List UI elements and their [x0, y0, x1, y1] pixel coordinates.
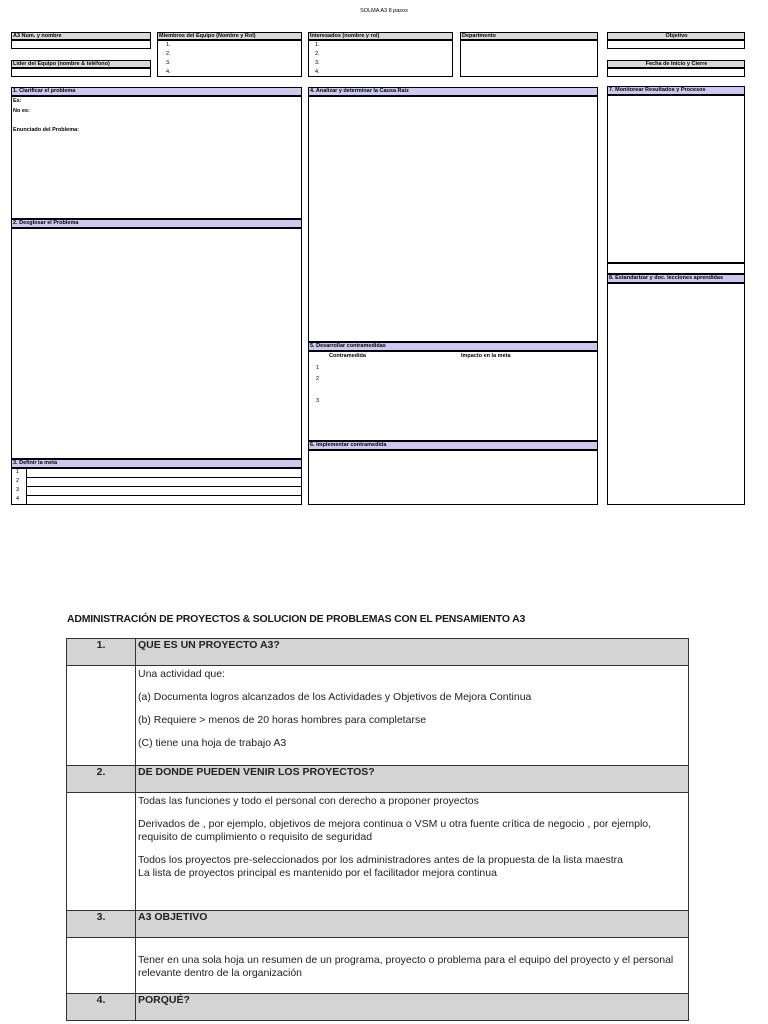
section8-header: 8. Estandarizar y doc. lecciones aprendidas [607, 274, 745, 283]
item-3-empty-cell [67, 938, 136, 994]
fecha-field[interactable] [607, 68, 745, 77]
item-2-line-4: La lista de proyectos principal es mantenido por el facilitador mejora continua [138, 867, 497, 879]
es-label: Es: [13, 98, 22, 104]
item-2-line-1: Todas las funciones y todo el personal con derecho a proponer proyectos [138, 795, 479, 807]
doc-table [66, 638, 689, 1021]
fecha-label: Fecha de Inicio y Cierre [607, 60, 745, 68]
item-2-line-3: Todos los proyectos pre-seleccionados por los administradores antes de la propuesta de la lista maestra [138, 854, 624, 866]
meta-row-1[interactable] [26, 469, 302, 478]
contramedida-col-label: Contramedida [329, 353, 366, 359]
meta-row-3[interactable] [26, 487, 302, 496]
meta-num-1: 1 [16, 469, 20, 475]
a3-num-label: A3 Num. y nombre [11, 32, 151, 40]
item-2-num: 2. [67, 766, 136, 793]
item-4-header-row [67, 994, 689, 1021]
section4-box[interactable] [308, 96, 598, 342]
miembro-num-2: 2. [166, 51, 171, 57]
item-4-heading: PORQUÉ? [136, 994, 689, 1021]
miembros-field[interactable] [157, 40, 302, 77]
a3-num-field[interactable] [11, 40, 151, 49]
section1-header: 1. Clarificar el problema [11, 87, 302, 96]
item-2-body [136, 793, 689, 911]
departamento-field[interactable] [460, 40, 598, 77]
interesados-field[interactable] [308, 40, 453, 77]
impacto-col-label: Impacto en la meta [461, 353, 511, 359]
form-title: SOLMA A3 8 pasos [360, 8, 408, 14]
section7-footer-row [607, 263, 745, 274]
meta-num-2: 2 [16, 478, 20, 484]
section5-box[interactable] [308, 351, 598, 441]
interesado-num-2: 2. [315, 51, 320, 57]
section5-header: 5. Desarrollar contramedidas [308, 342, 598, 351]
interesado-num-3: 3. [315, 60, 320, 66]
item-3-body-row [67, 938, 689, 994]
item-1-heading: QUE ES UN PROYECTO A3? [136, 639, 689, 666]
interesado-num-4: 4. [315, 69, 320, 75]
item-1-body-row [67, 666, 689, 766]
item-1-header-row [67, 639, 689, 666]
miembros-label: Miembros del Equipo (Nombre y Rol) [157, 32, 302, 40]
item-3-num: 3. [67, 911, 136, 938]
section6-header: 6. Implementar contramedida [308, 441, 598, 450]
section4-header: 4. Analizar y determinar la Causa Raíz [308, 87, 598, 96]
section2-header: 2. Desglosar el Problema [11, 219, 302, 228]
contramedida-num-2: 2 [316, 376, 320, 382]
item-2-empty-cell [67, 793, 136, 911]
item-4-num: 4. [67, 994, 136, 1021]
item-2-header-row [67, 766, 689, 793]
miembro-num-4: 4. [166, 69, 171, 75]
item-3-line-1: Tener en una sola hoja un resumen de un programa, proyecto o problema para el equipo del proyecto y el personal relevante dentro de la organización [138, 954, 674, 979]
meta-row-2[interactable] [26, 478, 302, 487]
miembro-num-1: 1. [166, 42, 171, 48]
item-1-num: 1. [67, 639, 136, 666]
meta-num-4: 4 [16, 496, 20, 502]
item-3-body [136, 938, 689, 994]
no-es-label: No es: [13, 108, 30, 114]
section8-box[interactable] [607, 283, 745, 505]
objetivo-field[interactable] [607, 40, 745, 49]
item-1-line-3: (b) Requiere > menos de 20 horas hombres para completarse [138, 714, 427, 726]
item-1-line-2: (a) Documenta logros alcanzados de los Actividades y Objetivos de Mejora Continua [138, 691, 532, 703]
item-3-heading: A3 OBJETIVO [136, 911, 689, 938]
section1-box[interactable] [11, 96, 302, 219]
item-2-body-row [67, 793, 689, 911]
section7-header: 7. Monitorear Resultados y Procesos [607, 86, 745, 95]
lider-label: Líder del Equipo (nombre & teléfono) [11, 60, 151, 68]
miembro-num-3: 3. [166, 60, 171, 66]
item-1-empty-cell [67, 666, 136, 766]
section7-box[interactable] [607, 95, 745, 263]
interesados-label: Interesados (nombre y rol) [308, 32, 453, 40]
section3-header: 3. Definir la meta [11, 459, 302, 468]
item-1-line-4: (C) tiene una hoja de trabajo A3 [138, 737, 287, 749]
section3-box[interactable] [11, 468, 302, 505]
doc-title: ADMINISTRACIÓN DE PROYECTOS & SOLUCION DE PROBLEMAS CON EL PENSAMIENTO A3 [67, 613, 526, 625]
section2-box[interactable] [11, 228, 302, 459]
item-3-header-row [67, 911, 689, 938]
meta-row-4[interactable] [26, 496, 302, 504]
item-1-line-1: Una actividad que: [138, 668, 225, 680]
lider-field[interactable] [11, 68, 151, 77]
contramedida-num-1: 1 [316, 365, 320, 371]
section6-box[interactable] [308, 450, 598, 505]
item-2-heading: DE DONDE PUEDEN VENIR LOS PROYECTOS? [136, 766, 689, 793]
meta-num-3: 3 [16, 487, 20, 493]
contramedida-num-3: 3 [316, 398, 320, 404]
departamento-label: Departmento [460, 32, 598, 40]
interesado-num-1: 1. [315, 42, 320, 48]
item-1-body [136, 666, 689, 766]
enunciado-label: Enunciado del Problema: [13, 127, 80, 133]
objetivo-label: Objetivo [607, 32, 745, 40]
item-2-line-2: Derivados de , por ejemplo, objetivos de mejora continua o VSM u otra fuente crítica de negocio , por ejemplo, requisito de cumplimiento o requisito de seguridad [138, 818, 652, 843]
